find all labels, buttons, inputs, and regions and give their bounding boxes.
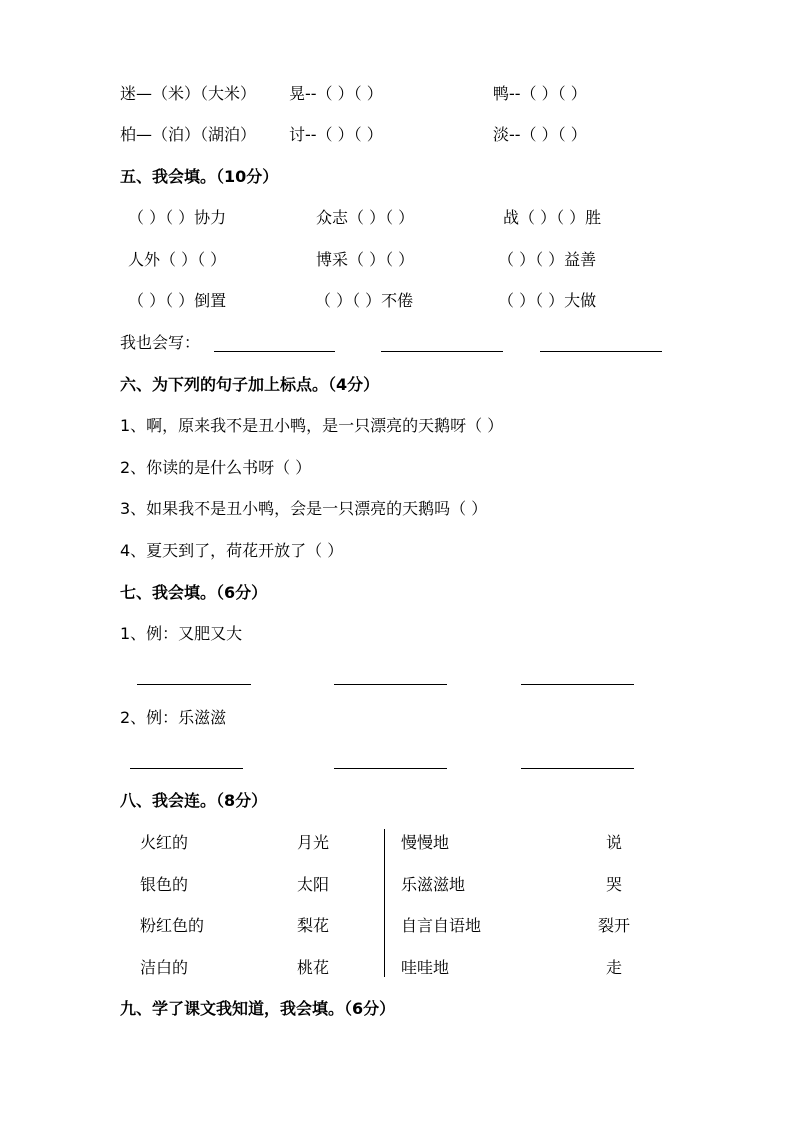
- punctuation-item-1[interactable]: 1、啊，原来我不是丑小鸭，是一只漂亮的天鹅呀（ ）: [120, 416, 504, 435]
- section-7-heading: 七、我会填。（6分）: [120, 583, 268, 602]
- match-right-b-2[interactable]: 哭: [606, 875, 623, 894]
- idiom-fill-5[interactable]: 博采（ ）（ ）: [316, 250, 415, 269]
- write-label: 我也会写：: [120, 333, 201, 352]
- word-group-huang[interactable]: 晃--（ ）（ ）: [289, 84, 383, 103]
- match-left-a-3[interactable]: 粉红色的: [140, 916, 205, 935]
- match-left-b-4[interactable]: 桃花: [297, 958, 330, 977]
- idiom-fill-9[interactable]: （ ）（ ）大做: [498, 291, 597, 310]
- match-left-a-2[interactable]: 银色的: [140, 875, 189, 894]
- match-right-a-2[interactable]: 乐滋滋地: [401, 875, 466, 894]
- write-blank-3[interactable]: [540, 351, 662, 352]
- answer-blank-1b[interactable]: [334, 684, 447, 685]
- example-2: 2、例：乐滋滋: [120, 708, 227, 727]
- section-8-heading: 八、我会连。（8分）: [120, 791, 268, 810]
- match-right-a-4[interactable]: 哇哇地: [401, 958, 450, 977]
- idiom-fill-7[interactable]: （ ）（ ）倒置: [128, 291, 227, 310]
- example-1: 1、例：又肥又大: [120, 624, 243, 643]
- match-left-b-2[interactable]: 太阳: [297, 875, 330, 894]
- idiom-fill-3[interactable]: 战（ ）（ ）胜: [503, 208, 602, 227]
- match-left-a-4[interactable]: 洁白的: [140, 958, 189, 977]
- section-9-heading: 九、学了课文我知道，我会填。（6分）: [120, 999, 396, 1018]
- match-right-b-4[interactable]: 走: [606, 958, 623, 977]
- match-left-a-1[interactable]: 火红的: [140, 833, 189, 852]
- match-right-b-3[interactable]: 裂开: [598, 916, 631, 935]
- answer-blank-1a[interactable]: [137, 684, 251, 685]
- word-group-dan[interactable]: 淡--（ ）（ ）: [493, 125, 587, 144]
- section-5-heading: 五、我会填。（10分）: [120, 167, 279, 186]
- idiom-fill-4[interactable]: 人外（ ）（ ）: [128, 250, 227, 269]
- answer-blank-1c[interactable]: [521, 684, 634, 685]
- write-blank-1[interactable]: [214, 351, 335, 352]
- answer-blank-2a[interactable]: [130, 768, 243, 769]
- answer-blank-2c[interactable]: [521, 768, 634, 769]
- idiom-fill-1[interactable]: （ ）（ ）协力: [128, 208, 227, 227]
- match-right-b-1[interactable]: 说: [606, 833, 623, 852]
- word-group-mi: 迷—（米）（大米）: [120, 84, 257, 103]
- answer-blank-2b[interactable]: [334, 768, 447, 769]
- match-left-b-1[interactable]: 月光: [297, 833, 330, 852]
- match-right-a-1[interactable]: 慢慢地: [401, 833, 450, 852]
- word-group-ya[interactable]: 鸭--（ ）（ ）: [493, 84, 587, 103]
- word-group-tao[interactable]: 讨--（ ）（ ）: [289, 125, 383, 144]
- idiom-fill-6[interactable]: （ ）（ ）益善: [498, 250, 597, 269]
- match-left-b-3[interactable]: 梨花: [297, 916, 330, 935]
- idiom-fill-8[interactable]: （ ）（ ）不倦: [315, 291, 414, 310]
- punctuation-item-4[interactable]: 4、夏天到了，荷花开放了（ ）: [120, 541, 344, 560]
- write-blank-2[interactable]: [381, 351, 503, 352]
- match-divider: [384, 829, 385, 977]
- idiom-fill-2[interactable]: 众志（ ）（ ）: [316, 208, 415, 227]
- punctuation-item-2[interactable]: 2、你读的是什么书呀（ ）: [120, 458, 312, 477]
- match-right-a-3[interactable]: 自言自语地: [401, 916, 482, 935]
- punctuation-item-3[interactable]: 3、如果我不是丑小鸭，会是一只漂亮的天鹅吗（ ）: [120, 499, 488, 518]
- word-group-bai: 柏—（泊）（湖泊）: [120, 125, 257, 144]
- section-6-heading: 六、为下列的句子加上标点。（4分）: [120, 375, 380, 394]
